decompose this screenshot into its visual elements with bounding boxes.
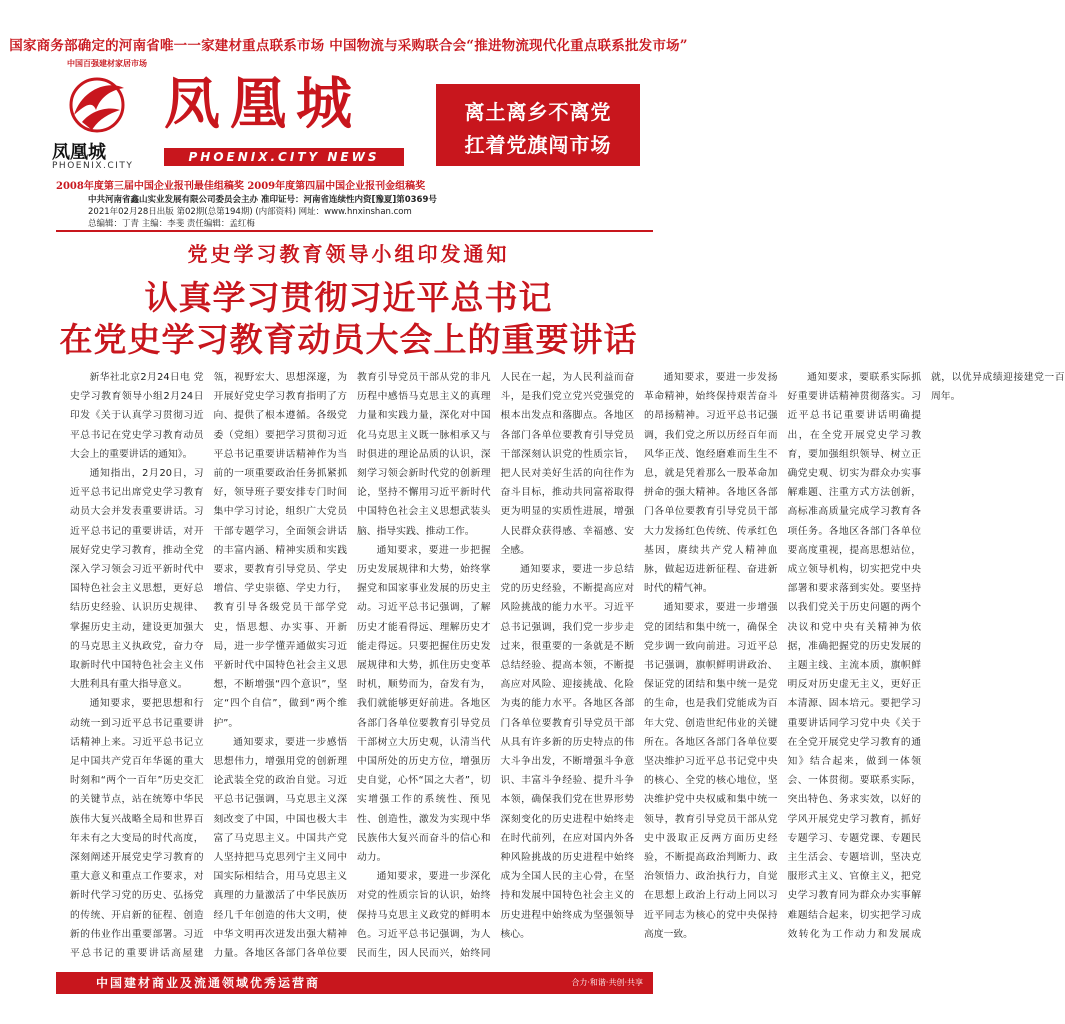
issue-line: 2021年02月28日出版 第02期(总第194期) (内部资料) 网址：www.hnxinshan.com [88,207,412,217]
masthead-title: 凤凰城 [164,72,362,137]
article-headline-line-2: 在党史学习教育动员大会上的重要讲话 [59,320,638,359]
article-paragraph: 通知要求，要联系实际抓好重要讲话精神贯彻落实。习近平总书记重要讲话明确提出，在全党开展党史学习教育，要加强组织领导、树立正确党史观、切实为群众办实事解难题、注重方式方法创新，高标准高质量完成学习教育各项任务。各地区各部门各单位要高度重视，提高思想站位，成立领导机构，切实把党中央部署和要求落到实处。要坚持以我们党关于历史问题的两个决议和党中央有关精神为依据，准确把握党的历史发展的主题主线、主流本质，旗帜鲜明反对历史虚无主义，更好正本清源、固本培元。要把学习重要讲话同学习党中央《关于在全党开展党史学习教育的通知》结合起来，做到一体领会、一体贯彻。要联系实际，突出特色、务求实效，以好的学风开展党史学习教育，抓好专题学习、专题党课、专题民主生活会、专题培训，坚决克服形式主义、官僚主义，把党史学习教育同为群众办实事解难题结合起来，切实把学习成效转化为工作动力和发展成就，以优异成绩迎接建党一百周年。 [787,372,1065,940]
footer-right-text: 合力·和谐·共创·共享 [571,978,643,987]
article-headline-line-1: 认真学习贯彻习近平总书记 [144,278,553,317]
logo-subtitle: 中国百强建材家居市场 [67,59,147,68]
article-paragraph: 通知要求，要把思想和行动统一到习近平总书记重要讲话精神上来。习近平总书记立足中国共产党百年华诞的重大时刻和“两个一百年”历史交汇的关键节点，站在统筹中华民族伟大复兴战略全局和世界百年未有之大变局的时代高度，深刻阐述开展党史学习教育的重大意义和重点工作要求，对新时代学习党的历史、弘扬党的传统、开启新的征程、创造新的伟业作出重要部署。习近平总书记的重要讲话高屋建瓴，视野宏大、思想深邃，为开展好党史学习教育指明了方向、提供了根本遵循。各级党委（党组）要把学习贯彻习近平总书记重要讲话精神作为当前的一项重要政治任务抓紧抓好，领导班子要安排专门时间集中学习讨论，组织广大党员干部专题学习，全面领会讲话的丰富内涵、精神实质和实践要求，要教育引导党员、学史增信、学史崇德、学史力行，教育引导各级党员干部学党史，悟思想、办实事、开新局，进一步学懂弄通做实习近平新时代中国特色社会主义思想，不断增强“四个意识”，坚定“四个自信”，做到“两个维护”。 [70,372,347,960]
logo [52,58,162,178]
phoenix-icon [62,70,132,140]
article-paragraph: 通知要求，要进一步总结党的历史经验，不断提高应对风险挑战的能力水平。习近平总书记强调，我们党一步步走过来，很重要的一条就是不断总结经验、提高本领，不断提高应对风险、迎接挑战、化险为夷的能力水平。各地区各部门各单位要教育引导党员干部从具有许多新的历史特点的伟大斗争出发，不断增强斗争意识、丰富斗争经验、提升斗争本领，确保我们党在世界形势深刻变化的历史进程中始终走在时代前列，在应对国内外各种风险挑战的历史进程中始终成为全国人民的主心骨，在坚持和发展中国特色社会主义的历史进程中始终成为坚强领导核心。 [500,564,634,940]
article-paragraph: 通知指出，2月20日，习近平总书记出席党史学习教育动员大会并发表重要讲话。习近平总书记的重要讲话，对开展好党史学习教育，推动全党深入学习领会习近平新时代中国特色社会主义思想，更好总结历史经验、认识历史规律、掌握历史主动，建设更加强大的马克思主义执政党，奋力夺取新时代中国特色社会主义伟大胜利具有重大指导意义。 [70,468,204,691]
masthead-english: PHOENIX.CITY NEWS [164,148,404,166]
editors-line: 总编辑：丁青 主编：李斐 责任编辑：孟红梅 [88,219,255,229]
article-paragraph: 通知要求，要进一步发扬革命精神，始终保持艰苦奋斗的昂扬精神。习近平总书记强调，我们党之所以历经百年而风华正茂、饱经磨难而生生不息，就是凭着那么一股革命加拼命的强大精神。各地区各部门各单位要教育引导党员干部大力发扬红色传统、传承红色基因，赓续共产党人精神血脉，做起迈进新征程、奋进新时代的精气神。 [644,372,778,595]
logo-name: 凤凰城 [52,142,106,163]
article-subhead: 党史学习教育领导小组印发通知 [187,242,510,266]
slogan-line-1: 离土离乡不离党 [464,100,612,124]
top-banner: 国家商务部确定的河南省唯一一家建材重点联系市场 中国物流与采购联合会“推进物流现代化重点联系批发市场” [9,38,688,54]
header-rule [56,230,653,232]
footer-bar [56,972,653,994]
slogan-line-2: 扛着党旗闯市场 [464,133,612,157]
article-paragraph: 新华社北京2月24日电 党史学习教育领导小组2月24日印发《关于认真学习贯彻习近平总书记在党史学习教育动员大会上的重要讲话的通知》。 [70,372,204,460]
article-paragraph: 通知要求，要进一步感悟思想伟力，增强用党的创新理论武装全党的政治自觉。习近平总书记强调，马克思主义深刻改变了中国，中国也极大丰富了马克思主义。中国共产党人坚持把马克思列宁主义同中国实际相结合，用马克思主义真理的力量激活了中华民族历经几千年创造的伟大文明，使中华文明再次迸发出强大精神力量。各地区各部门各单位要教育引导党员干部从党的非凡历程中感悟马克思主义的真理力量和实践力量，深化对中国化马克思主义既一脉相承又与时俱进的理论品质的认识，深刻学习领会新时代党的创新理论，坚持不懈用习近平新时代中国特色社会主义思想武装头脑、指导实践、推动工作。 [213,372,491,960]
article-paragraph: 通知要求，要进一步增强党的团结和集中统一，确保全党步调一致向前进。习近平总书记强调，旗帜鲜明讲政治、保证党的团结和集中统一是党的生命，也是我们党能成为百年大党、创造世纪伟业的关键所在。各地区各部门各单位要坚决维护习近平总书记党中央的核心、全党的核心地位，坚决维护党中央权威和集中统一领导，教育引导党员干部从党史中汲取正反两方面历史经验，不断提高政治判断力、政治领悟力、政治执行力，自觉在思想上政治上行动上同以习近平同志为核心的党中央保持高度一致。 [644,602,778,940]
masthead [164,72,434,142]
awards-line: 2008年度第三届中国企业报刊最佳组稿奖 2009年度第四届中国企业报刊金组稿奖 [56,181,426,192]
slogan-box [436,84,640,166]
article-paragraph: 通知要求，要进一步深化对党的性质宗旨的认识，始终保持马克思主义政党的鲜明本色。习近平总书记强调，为人民而生，因人民而兴，始终同人民在一起，为人民利益而奋斗，是我们党立党兴党强党的根本出发点和落脚点。各地区各部门各单位要教育引导党员干部深刻认识党的性质宗旨，把人民对美好生活的向往作为奋斗目标，推动共同富裕取得更为明显的实质性进展，增强人民群众获得感、幸福感、安全感。 [357,372,634,960]
publisher-line: 中共河南省鑫山实业发展有限公司委员会主办 准印证号：河南省连续性内资[豫夏]第0369号 [88,195,437,205]
article-paragraph: 通知要求，要进一步把握历史发展规律和大势，始终掌握党和国家事业发展的历史主动。习近平总书记强调，了解历史才能看得远、理解历史才能走得远。只要把握住历史发展规律和大势，抓住历史变革时机，顺势而为，奋发有为，我们就能够更好前进。各地区各部门各单位要教育引导党员干部树立大历史观，认清当代中国所处的历史方位，增强历史自觉，心怀“国之大者”，切实增强工作的系统性、预见性、创造性，激发为实现中华民族伟大复兴而奋斗的信心和动力。 [357,544,491,864]
article-body [70,368,1065,968]
footer-left-text: 中国建材商业及流通领域优秀运营商 [96,976,321,990]
logo-english: PHOENIX.CITY [52,161,134,171]
